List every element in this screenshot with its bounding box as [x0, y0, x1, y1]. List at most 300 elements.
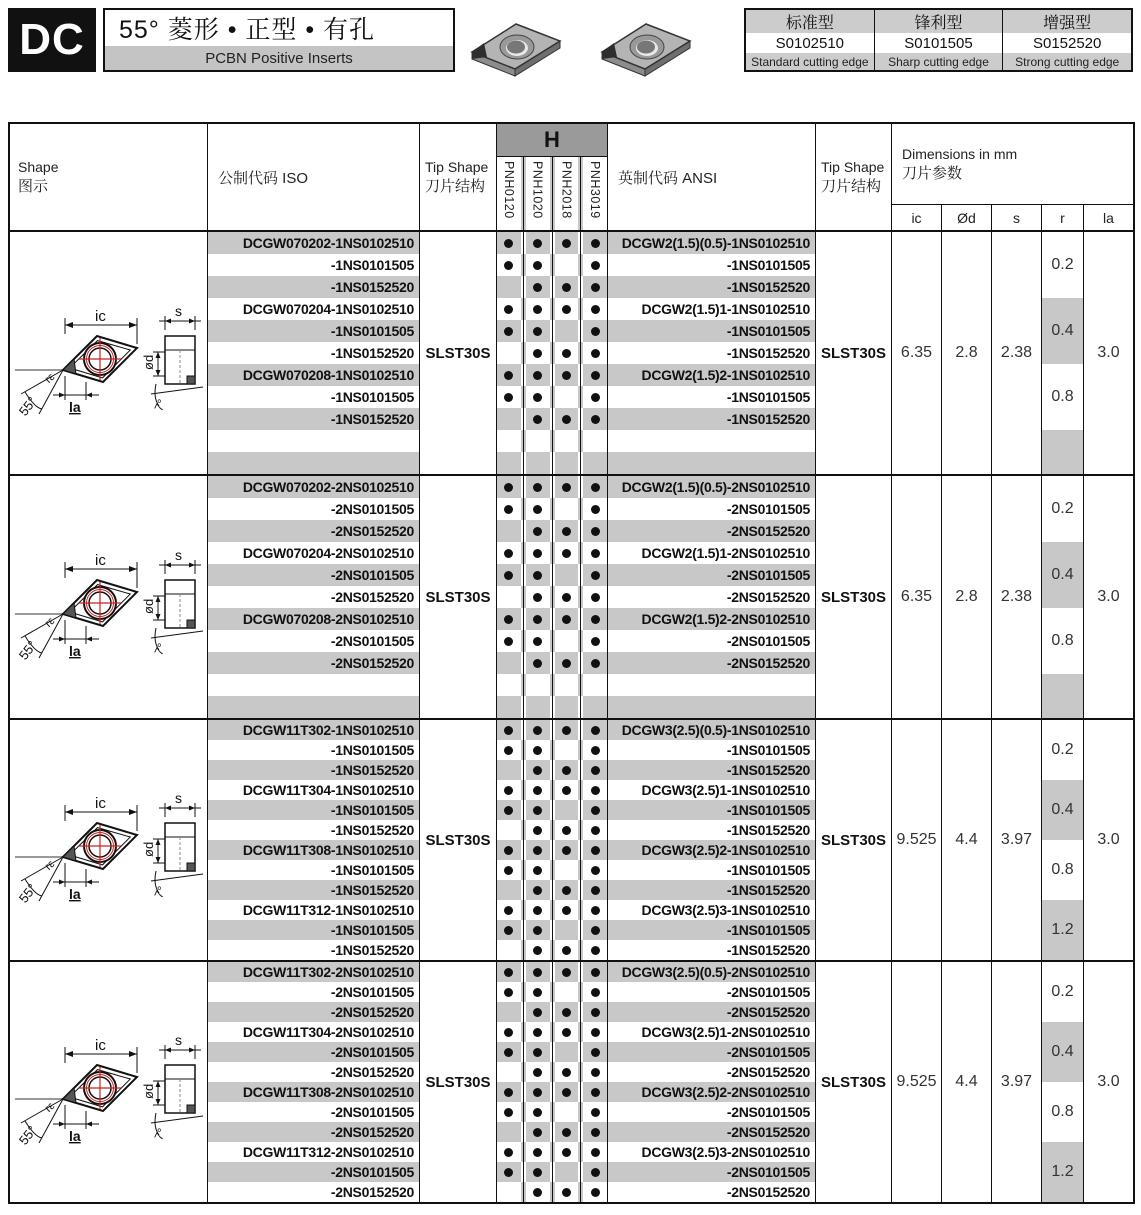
iso-code-row: -2NS0152520 — [208, 1002, 419, 1022]
iso-code-row: DCGW11T302-2NS0102510 — [208, 962, 419, 982]
grade-dot-cell — [583, 498, 607, 520]
grade-dot-cell — [583, 452, 607, 474]
dim-la-cell: 3.0 — [1097, 1073, 1120, 1090]
grade-dot-cell — [555, 962, 579, 982]
availability-dot — [562, 659, 571, 668]
grade-dot-cell — [555, 564, 579, 586]
dim-r-block: 0.2 — [1042, 232, 1083, 298]
grade-dot-cell — [497, 820, 521, 840]
grade-dot-cell — [583, 408, 607, 430]
availability-dot — [591, 906, 600, 915]
dim-s-cell: 2.38 — [992, 476, 1042, 718]
iso-code-row: DCGW070204-1NS0102510 — [208, 298, 419, 320]
grade-dot-cell — [583, 1062, 607, 1082]
grade-dot-cell — [583, 1042, 607, 1062]
grade-dot-cell — [583, 1102, 607, 1122]
grade-dot-cell — [526, 1102, 550, 1122]
header-iso-label: 公制代码 ISO — [218, 169, 309, 187]
ansi-code-row: -2NS0101505 — [608, 564, 815, 586]
grade-dot-cell — [526, 232, 550, 254]
availability-dot — [591, 866, 600, 875]
grade-dot-row — [497, 760, 607, 780]
dim-la-cell: 3.0 — [1097, 344, 1120, 361]
availability-dot — [591, 571, 600, 580]
dim-r-block: 1.2 — [1042, 1142, 1083, 1202]
grade-dot-cell — [526, 452, 550, 474]
grade-dot-cell — [526, 254, 550, 276]
iso-code-row: -2NS0101505 — [208, 982, 419, 1002]
dim-r-block: 0.4 — [1042, 542, 1083, 608]
grade-dot-cell — [497, 254, 521, 276]
dim-s-cell: 3.97 — [992, 720, 1042, 960]
availability-dot — [591, 1068, 600, 1077]
iso-code-row: -2NS0101505 — [208, 1102, 419, 1122]
grade-dot-cell — [526, 342, 550, 364]
iso-code-row: -2NS0101505 — [208, 564, 419, 586]
grade-dot-cell — [583, 940, 607, 960]
page-subtitle: PCBN Positive Inserts — [105, 46, 453, 70]
grade-dot-cell — [555, 232, 579, 254]
availability-dot — [533, 239, 542, 248]
dim-r-block: 0.2 — [1042, 720, 1083, 780]
availability-dot — [562, 371, 571, 380]
availability-dot — [591, 549, 600, 558]
ansi-code-row: -1NS0101505 — [608, 860, 815, 880]
ansi-code-row: -1NS0152520 — [608, 342, 815, 364]
svg-text:55°: 55° — [15, 880, 40, 906]
grade-dot-row — [497, 1062, 607, 1082]
grade-dot-cell — [497, 1122, 521, 1142]
grade-dot-cell — [583, 232, 607, 254]
grade-dot-cell — [583, 720, 607, 740]
availability-dot — [562, 1008, 571, 1017]
iso-code-column — [208, 720, 420, 960]
grade-dot-row — [497, 1042, 607, 1062]
grade-dot-cell — [497, 408, 521, 430]
availability-dot — [562, 846, 571, 855]
grade-dot-cell — [526, 652, 550, 674]
availability-dot — [504, 261, 513, 270]
grade-dot-cell — [555, 982, 579, 1002]
dim-r-block: 0.8 — [1042, 608, 1083, 674]
availability-dot — [591, 593, 600, 602]
availability-dot — [533, 371, 542, 380]
iso-code-row: -1NS0152520 — [208, 880, 419, 900]
grade-dot-cell — [497, 430, 521, 452]
grade-dot-cell — [497, 386, 521, 408]
ansi-code-row: -2NS0101505 — [608, 1162, 815, 1182]
grade-dot-cell — [497, 1082, 521, 1102]
insert-photo-pair — [460, 12, 710, 78]
availability-dot — [533, 1148, 542, 1157]
grade-dot-cell — [555, 780, 579, 800]
grade-dot-matrix — [497, 720, 608, 960]
grade-dot-cell — [497, 920, 521, 940]
grade-dot-cell — [497, 940, 521, 960]
grade-dot-row — [497, 564, 607, 586]
grade-dot-cell — [526, 1062, 550, 1082]
grade-dot-cell — [555, 1182, 579, 1202]
availability-dot — [504, 1048, 513, 1057]
grade-dot-row — [497, 298, 607, 320]
availability-dot — [591, 415, 600, 424]
availability-dot — [504, 926, 513, 935]
ansi-code-row: -1NS0101505 — [608, 800, 815, 820]
insert-drawing — [13, 278, 205, 428]
grade-dot-cell — [497, 364, 521, 386]
grade-dot-cell — [555, 254, 579, 276]
svg-text:7°: 7° — [151, 397, 169, 414]
dim-od-cell: 2.8 — [942, 476, 992, 718]
svg-text:la: la — [68, 886, 81, 902]
grade-dot-cell — [526, 298, 550, 320]
availability-dot — [504, 906, 513, 915]
grade-dot-cell — [583, 800, 607, 820]
availability-dot — [562, 766, 571, 775]
dim-ic-cell: 9.525 — [892, 962, 942, 1202]
availability-dot — [533, 483, 542, 492]
availability-dot — [533, 1088, 542, 1097]
ansi-code-row — [608, 430, 815, 452]
availability-dot — [504, 988, 513, 997]
grade-dot-cell — [583, 608, 607, 630]
availability-dot — [591, 946, 600, 955]
iso-code-row: -2NS0101505 — [208, 630, 419, 652]
grade-dot-row — [497, 652, 607, 674]
iso-code-row: -1NS0101505 — [208, 740, 419, 760]
grade-dot-cell — [526, 880, 550, 900]
grade-dot-cell — [583, 962, 607, 982]
insert-drawing — [13, 522, 205, 672]
grade-dot-cell — [583, 1122, 607, 1142]
svg-text:ic: ic — [94, 1037, 106, 1054]
header-dimensions — [892, 124, 1133, 230]
grade-dot-cell — [583, 476, 607, 498]
availability-dot — [591, 886, 600, 895]
availability-dot — [533, 305, 542, 314]
availability-dot — [533, 988, 542, 997]
grade-dot-cell — [526, 900, 550, 920]
edge-type-standard — [746, 10, 875, 70]
grade-dot-cell — [497, 608, 521, 630]
grade-dot-cell — [583, 780, 607, 800]
availability-dot — [504, 746, 513, 755]
ansi-code-row: -2NS0101505 — [608, 1102, 815, 1122]
grade-dot-cell — [583, 364, 607, 386]
grade-dot-cell — [497, 652, 521, 674]
iso-code-row: -1NS0101505 — [208, 386, 419, 408]
availability-dot — [591, 371, 600, 380]
grade-dot-cell — [555, 1082, 579, 1102]
dim-r-column — [1042, 476, 1084, 718]
grade-dot-row — [497, 430, 607, 452]
ansi-code-row: -2NS0152520 — [608, 586, 815, 608]
availability-dot — [533, 659, 542, 668]
tip-shape-iso-cell: SLST30S — [420, 720, 497, 960]
grade-column-label: PNH3019 — [583, 157, 607, 230]
iso-code-row: DCGW11T302-1NS0102510 — [208, 720, 419, 740]
availability-dot — [591, 659, 600, 668]
grade-dot-cell — [555, 900, 579, 920]
grade-dot-cell — [583, 564, 607, 586]
iso-code-row: DCGW11T304-2NS0102510 — [208, 1022, 419, 1042]
grade-dot-cell — [555, 364, 579, 386]
iso-code-row: DCGW070202-1NS0102510 — [208, 232, 419, 254]
iso-code-row: -1NS0101505 — [208, 920, 419, 940]
grade-dot-cell — [583, 880, 607, 900]
availability-dot — [591, 327, 600, 336]
grade-dot-cell — [526, 860, 550, 880]
grade-dot-row — [497, 342, 607, 364]
ansi-code-row: -1NS0101505 — [608, 254, 815, 276]
iso-code-row — [208, 674, 419, 696]
shape-cell — [10, 720, 208, 960]
grade-dot-cell — [583, 840, 607, 860]
availability-dot — [591, 527, 600, 536]
title-box — [103, 8, 455, 72]
availability-dot — [533, 1028, 542, 1037]
iso-code-row: -2NS0101505 — [208, 1042, 419, 1062]
page-header — [8, 8, 1133, 74]
availability-dot — [562, 886, 571, 895]
series-logo-text: DC — [19, 15, 85, 64]
availability-dot — [562, 527, 571, 536]
svg-text:rε: rε — [42, 1100, 57, 1115]
svg-text:55°: 55° — [15, 1122, 40, 1148]
availability-dot — [562, 1028, 571, 1037]
iso-code-row: -2NS0101505 — [208, 1162, 419, 1182]
grade-dot-cell — [583, 1182, 607, 1202]
iso-code-row: -1NS0101505 — [208, 860, 419, 880]
availability-dot — [562, 1068, 571, 1077]
grade-dot-cell — [555, 820, 579, 840]
grade-dot-cell — [583, 860, 607, 880]
availability-dot — [533, 1128, 542, 1137]
grade-dot-row — [497, 940, 607, 960]
grade-dot-cell — [497, 840, 521, 860]
availability-dot — [591, 637, 600, 646]
ansi-code-row: -2NS0152520 — [608, 1002, 815, 1022]
svg-text:ød: ød — [140, 598, 156, 614]
header-shape-en: Shape — [18, 158, 59, 175]
ansi-code-row: DCGW3(2.5)1-1NS0102510 — [608, 780, 815, 800]
iso-code-row: -1NS0152520 — [208, 276, 419, 298]
availability-dot — [562, 549, 571, 558]
availability-dot — [504, 726, 513, 735]
availability-dot — [533, 283, 542, 292]
availability-dot — [504, 305, 513, 314]
availability-dot — [504, 786, 513, 795]
grade-dot-row — [497, 476, 607, 498]
grade-dot-row — [497, 780, 607, 800]
grade-dot-cell — [555, 520, 579, 542]
availability-dot — [504, 483, 513, 492]
ansi-code-row: -2NS0152520 — [608, 652, 815, 674]
grade-dot-cell — [583, 342, 607, 364]
availability-dot — [504, 393, 513, 402]
grade-dot-cell — [555, 696, 579, 718]
availability-dot — [562, 239, 571, 248]
svg-text:ød: ød — [140, 1083, 156, 1099]
insert-drawing — [13, 1007, 205, 1157]
grade-dot-cell — [555, 760, 579, 780]
ansi-code-column — [608, 720, 816, 960]
iso-code-column — [208, 962, 420, 1202]
iso-code-row: -2NS0152520 — [208, 586, 419, 608]
grade-dot-row — [497, 1182, 607, 1202]
header-dimension-columns — [892, 204, 1133, 230]
grade-dot-cell — [583, 520, 607, 542]
grade-dot-cell — [497, 1102, 521, 1122]
ansi-code-row: -2NS0152520 — [608, 520, 815, 542]
grade-dot-row — [497, 452, 607, 474]
availability-dot — [533, 1068, 542, 1077]
grade-dot-cell — [555, 1022, 579, 1042]
availability-dot — [533, 1048, 542, 1057]
availability-dot — [504, 866, 513, 875]
tip-shape-ansi-cell: SLST30S — [816, 720, 892, 960]
dim-od-cell: 2.8 — [942, 232, 992, 474]
ansi-code-row: DCGW3(2.5)2-1NS0102510 — [608, 840, 815, 860]
grade-dot-cell — [555, 608, 579, 630]
grade-dot-cell — [497, 276, 521, 298]
grade-dot-cell — [497, 1162, 521, 1182]
availability-dot — [562, 349, 571, 358]
dim-r-block: 0.4 — [1042, 298, 1083, 364]
availability-dot — [533, 1188, 542, 1197]
availability-dot — [533, 415, 542, 424]
grade-dot-cell — [497, 452, 521, 474]
grade-dot-cell — [555, 940, 579, 960]
ansi-code-row: DCGW3(2.5)3-1NS0102510 — [608, 900, 815, 920]
svg-text:s: s — [174, 790, 182, 806]
ansi-code-row: DCGW3(2.5)(0.5)-2NS0102510 — [608, 962, 815, 982]
ansi-code-row: DCGW3(2.5)(0.5)-1NS0102510 — [608, 720, 815, 740]
ansi-code-column — [608, 476, 816, 718]
grade-column-label: PNH2018 — [555, 157, 579, 230]
grade-dot-cell — [497, 520, 521, 542]
availability-dot — [504, 1088, 513, 1097]
grade-dot-cell — [555, 498, 579, 520]
grade-dot-row — [497, 408, 607, 430]
ansi-code-row — [608, 674, 815, 696]
grade-dot-cell — [497, 1182, 521, 1202]
availability-dot — [504, 1028, 513, 1037]
availability-dot — [562, 483, 571, 492]
grade-dot-cell — [497, 542, 521, 564]
availability-dot — [533, 349, 542, 358]
ansi-code-row: -1NS0101505 — [608, 920, 815, 940]
grade-dot-row — [497, 740, 607, 760]
edge-type-cn: 标准型 — [746, 10, 874, 33]
grade-dot-cell — [555, 800, 579, 820]
availability-dot — [533, 327, 542, 336]
grade-dot-cell — [526, 760, 550, 780]
grade-dot-row — [497, 276, 607, 298]
iso-code-row: -2NS0152520 — [208, 652, 419, 674]
grade-dot-cell — [497, 760, 521, 780]
grade-dot-cell — [526, 740, 550, 760]
grade-dot-cell — [497, 232, 521, 254]
iso-code-row: DCGW11T312-2NS0102510 — [208, 1142, 419, 1162]
availability-dot — [562, 946, 571, 955]
grade-dot-row — [497, 1162, 607, 1182]
dim-od-cell: 4.4 — [942, 962, 992, 1202]
svg-text:ic: ic — [94, 308, 106, 325]
availability-dot — [591, 786, 600, 795]
grade-dot-row — [497, 386, 607, 408]
grade-dot-row — [497, 840, 607, 860]
svg-text:ød: ød — [140, 841, 156, 857]
grade-dot-cell — [526, 940, 550, 960]
availability-dot — [533, 1008, 542, 1017]
grade-dot-row — [497, 542, 607, 564]
availability-dot — [504, 637, 513, 646]
svg-text:55°: 55° — [15, 637, 40, 663]
grade-dot-row — [497, 962, 607, 982]
grade-dot-cell — [526, 476, 550, 498]
grade-dot-row — [497, 520, 607, 542]
grade-dot-cell — [526, 780, 550, 800]
grade-dot-cell — [583, 900, 607, 920]
grade-dot-row — [497, 586, 607, 608]
iso-code-row: -2NS0152520 — [208, 1182, 419, 1202]
grade-dot-cell — [583, 586, 607, 608]
availability-dot — [533, 886, 542, 895]
grade-dot-row — [497, 720, 607, 740]
grade-dot-cell — [583, 298, 607, 320]
ansi-code-row: DCGW2(1.5)1-2NS0102510 — [608, 542, 815, 564]
iso-code-row: -1NS0101505 — [208, 320, 419, 342]
availability-dot — [504, 1148, 513, 1157]
svg-text:rε: rε — [42, 371, 57, 386]
grade-dot-cell — [583, 674, 607, 696]
edge-type-code: S0101505 — [875, 33, 1003, 53]
grade-dot-row — [497, 800, 607, 820]
grade-dot-cell — [583, 760, 607, 780]
dim-r-column — [1042, 720, 1084, 960]
grade-dot-cell — [497, 900, 521, 920]
shape-cell — [10, 232, 208, 474]
iso-code-column — [208, 476, 420, 718]
ansi-code-row: -2NS0152520 — [608, 1182, 815, 1202]
grade-dot-row — [497, 674, 607, 696]
iso-code-row: -2NS0152520 — [208, 1062, 419, 1082]
iso-code-row: -1NS0101505 — [208, 800, 419, 820]
availability-dot — [591, 393, 600, 402]
dim-s-cell: 2.38 — [992, 232, 1042, 474]
ansi-code-row: DCGW3(2.5)1-2NS0102510 — [608, 1022, 815, 1042]
svg-text:ic: ic — [94, 795, 106, 812]
grade-dot-cell — [497, 630, 521, 652]
iso-code-row: DCGW11T308-1NS0102510 — [208, 840, 419, 860]
grade-dot-matrix — [497, 962, 608, 1202]
grade-dot-row — [497, 900, 607, 920]
ansi-code-row: -2NS0101505 — [608, 498, 815, 520]
grade-dot-cell — [526, 630, 550, 652]
grade-dot-cell — [526, 498, 550, 520]
grade-dot-cell — [555, 430, 579, 452]
grade-column-label: PNH0120 — [497, 157, 521, 230]
series-logo — [8, 8, 96, 72]
header-shape-cn: 图示 — [18, 177, 49, 195]
iso-code-row: -1NS0152520 — [208, 940, 419, 960]
grade-dot-cell — [555, 674, 579, 696]
svg-text:ic: ic — [94, 552, 106, 569]
svg-text:55°: 55° — [15, 393, 40, 419]
header-tip-en: Tip Shape — [821, 158, 885, 175]
grade-dot-cell — [526, 564, 550, 586]
